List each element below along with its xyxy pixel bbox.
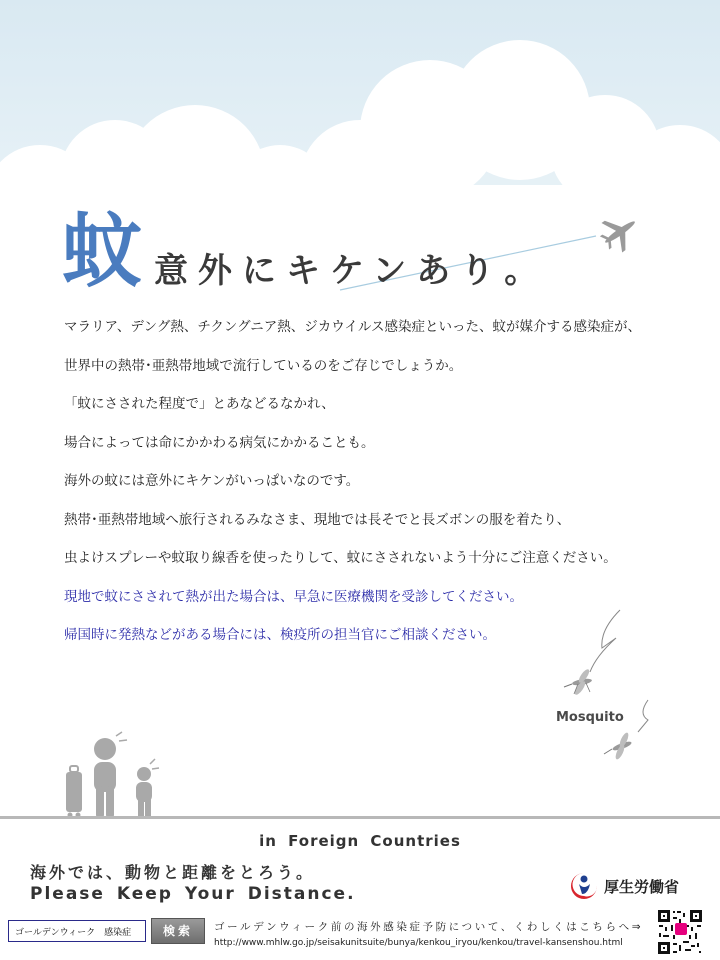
headline-kanji: 蚊: [62, 205, 142, 298]
slogan-english: Please Keep Your Distance.: [30, 884, 356, 904]
foreign-countries-heading: in Foreign Countries: [259, 832, 461, 850]
body-line: 場合によっては命にかかわる病気にかかることも。: [64, 434, 375, 451]
ministry-emblem-icon: [568, 870, 600, 902]
body-line: 「蚊にさされた程度で」とあなどるなかれ、: [64, 396, 335, 412]
mosquito-icon: [564, 668, 592, 697]
info-text: ゴールデンウィーク前の海外感染症予防について、くわしくはこちらへ⇒: [214, 921, 644, 933]
slogan-japanese: 海外では、動物と距離をとろう。: [30, 863, 316, 882]
mosquito-illustration: [560, 600, 670, 760]
mosquito-label: Mosquito: [556, 710, 624, 725]
search-button[interactable]: 検索: [151, 918, 205, 944]
info-url[interactable]: http://www.mhlw.go.jp/seisakunitsuite/bunya/kenkou_iryou/kenkou/travel-kansenshou.html: [214, 938, 623, 948]
body-line-warning: 帰国時に発熱などがある場合には、検疫所の担当官にご相談ください。: [64, 627, 496, 643]
ministry-logo: [568, 870, 679, 902]
body-line: 熱帯･亜熱帯地域へ旅行されるみなさま、現地では長そでと長ズボンの服を着たり、: [64, 511, 571, 528]
body-line: マラリア、デング熱、チクングニア熱、ジカウイルス感染症といった、蚊が媒介する感染症が、: [64, 319, 641, 335]
divider: [0, 816, 720, 819]
headline-text: 意外にキケンあり。: [154, 251, 549, 291]
body-line-warning: 現地で蚊にさされて熱が出た場合は、早急に医療機関を受診してください。: [64, 588, 523, 605]
travelers-illustration: [58, 730, 178, 820]
ministry-name: 厚生労働省: [604, 877, 680, 896]
qr-code[interactable]: [656, 908, 704, 956]
body-line: 虫よけスプレーや蚊取り線香を使ったりして、蚊にさされないよう十分にご注意ください。: [64, 550, 617, 566]
body-line: 世界中の熱帯･亜熱帯地域で流行しているのをご存じでしょうか。: [64, 357, 463, 374]
airplane-icon: [598, 210, 642, 254]
search-input[interactable]: [8, 920, 146, 942]
mosquito-icon: [604, 731, 632, 760]
body-line: 海外の蚊には意外にキケンがいっぱいなのです。: [64, 473, 360, 489]
